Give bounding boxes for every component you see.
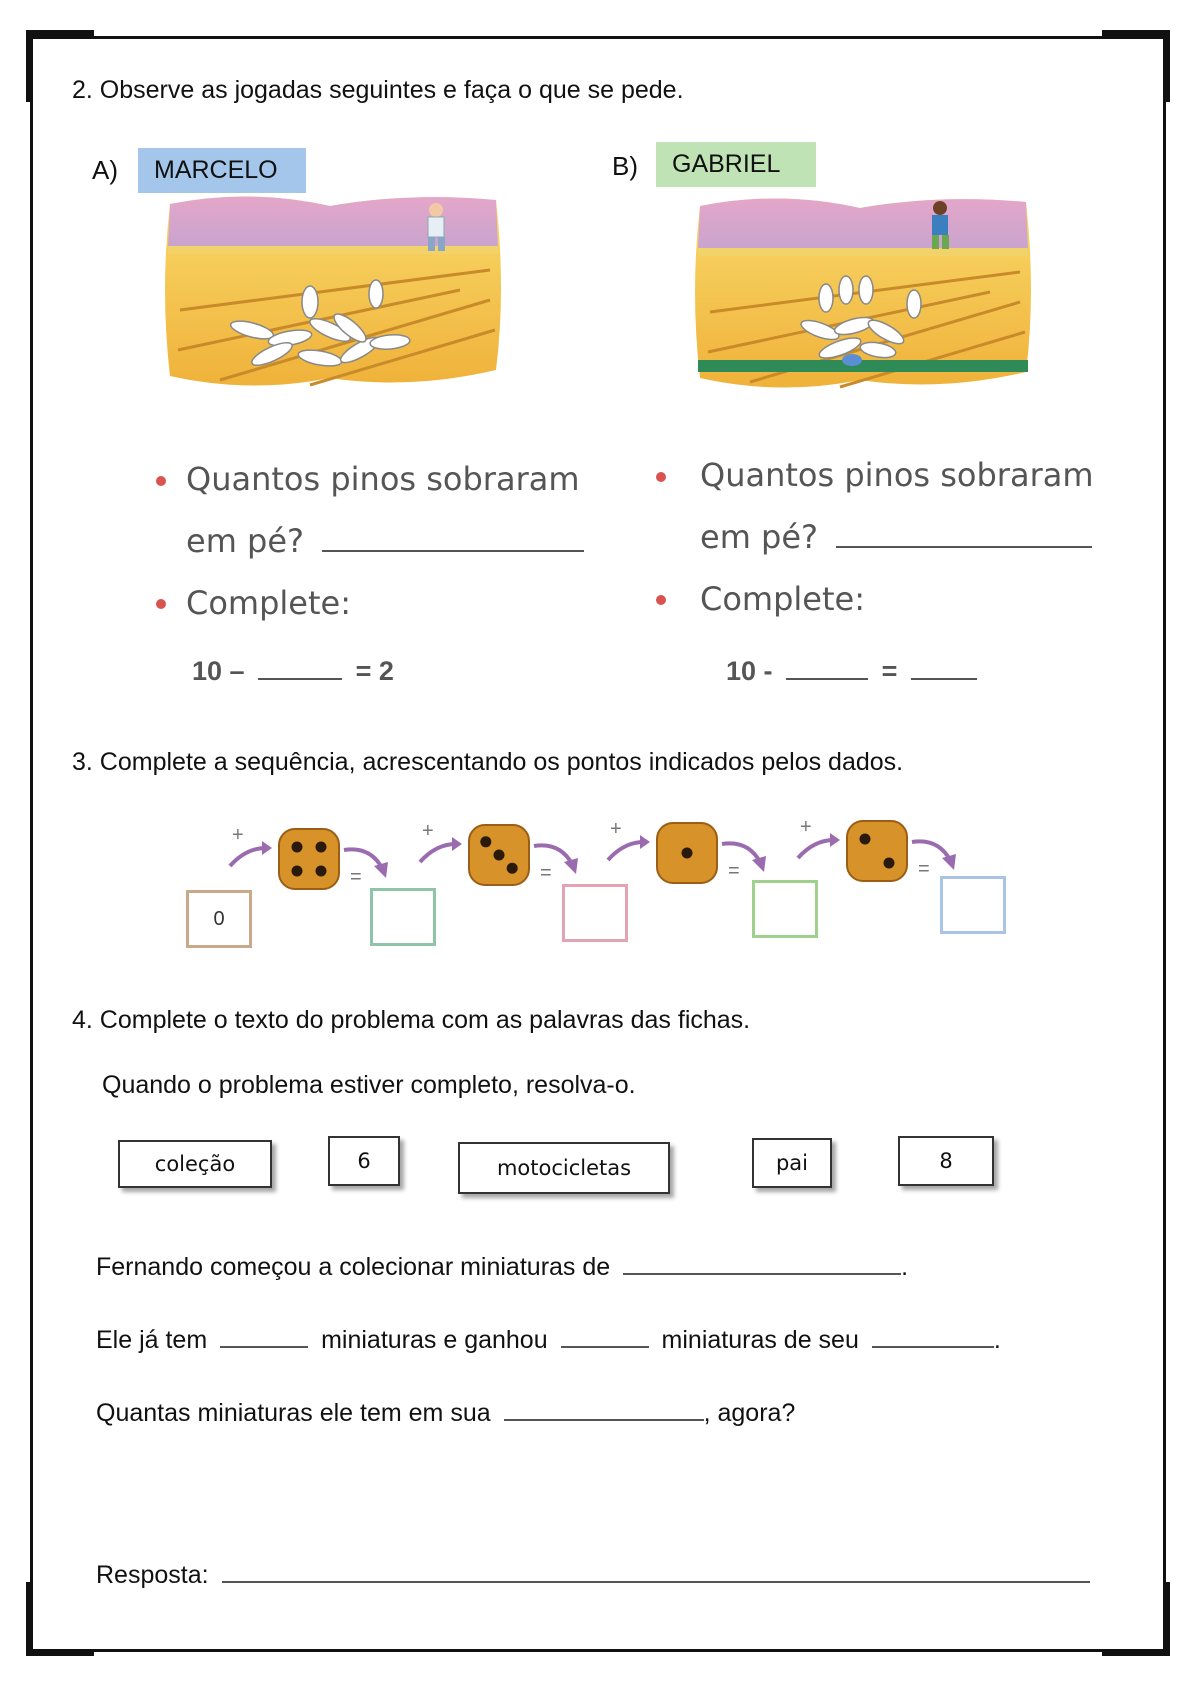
equals-sign: =	[728, 860, 740, 882]
question-3-title: 3. Complete a sequência, acrescentando os pontos indicados pelos dados.	[72, 748, 904, 776]
plus-sign: +	[422, 820, 434, 842]
arrow-up-icon	[794, 830, 842, 864]
blank-line-2b[interactable]	[561, 1346, 649, 1348]
blank-line-2c[interactable]	[872, 1346, 994, 1348]
word-chip-8[interactable]: 8	[898, 1136, 994, 1186]
arrow-down-icon	[718, 836, 770, 876]
die-pip	[316, 866, 327, 877]
problem-line-2-a: Ele já tem	[96, 1326, 208, 1354]
plus-sign: +	[232, 824, 244, 846]
frame-corner	[26, 1582, 32, 1656]
answer-line	[96, 1561, 1090, 1590]
word-chip-6[interactable]: 6	[328, 1136, 400, 1186]
problem-line-3-b: , agora?	[703, 1399, 796, 1427]
equals-sign: =	[350, 866, 362, 888]
equation-b-left: 10 -	[726, 656, 773, 686]
option-a-letter: A)	[92, 155, 118, 185]
question-4-instruction: Quando o problema estiver completo, resolva-o.	[102, 1071, 636, 1099]
blank-line-1[interactable]	[623, 1273, 901, 1275]
die-pip	[316, 842, 327, 853]
name-tag-marcelo: MARCELO	[138, 148, 306, 193]
equation-b-blank-2[interactable]	[911, 678, 977, 680]
die-pip	[507, 863, 518, 874]
die-icon	[844, 818, 910, 884]
die-pip	[682, 848, 693, 859]
complete-label-a: Complete:	[186, 584, 351, 622]
bowling-scene-a-illustration	[160, 190, 505, 395]
problem-line-2-c: miniaturas de seu	[661, 1326, 859, 1354]
frame-corner	[1102, 1650, 1170, 1656]
die-icon	[466, 822, 532, 888]
die-pip	[292, 866, 303, 877]
equation-b-equals: =	[881, 656, 898, 686]
question-b-line2	[700, 518, 1092, 556]
option-b-letter: B)	[612, 151, 638, 181]
bowling-scene-b-illustration	[690, 192, 1035, 397]
frame-corner	[1164, 30, 1170, 102]
equals-sign: =	[540, 862, 552, 884]
die-face	[279, 829, 339, 889]
frame-corner	[26, 30, 32, 102]
arrow-down-icon	[340, 842, 392, 882]
die-pip	[860, 834, 871, 845]
answer-label: Resposta:	[96, 1561, 209, 1589]
die-pip	[292, 842, 303, 853]
answer-blank[interactable]	[222, 1581, 1090, 1583]
bullet-dot	[156, 599, 166, 609]
arrow-up-icon	[416, 834, 464, 868]
word-chip-colecao[interactable]: coleção	[118, 1140, 272, 1188]
die-icon	[276, 826, 342, 892]
question-4-title: 4. Complete o texto do problema com as palavras das fichas.	[72, 1006, 751, 1034]
plus-sign: +	[800, 816, 812, 838]
equation-b-blank-1[interactable]	[786, 678, 868, 680]
problem-line-1-text: Fernando começou a colecionar miniaturas de	[96, 1253, 611, 1281]
equation-a	[192, 656, 394, 687]
sequence-start-box: 0	[186, 890, 252, 948]
problem-line-3	[96, 1399, 795, 1428]
frame-corner	[1164, 1582, 1170, 1656]
die-pip	[480, 836, 491, 847]
arrow-down-icon	[908, 834, 960, 874]
equation-a-blank[interactable]	[258, 678, 342, 680]
question-b-line1: Quantos pinos sobraram	[700, 456, 1094, 494]
answer-blank-b[interactable]	[836, 546, 1092, 548]
answer-blank-a[interactable]	[322, 550, 584, 552]
sequence-answer-box[interactable]	[940, 876, 1006, 934]
sequence-answer-box[interactable]	[562, 884, 628, 942]
question-b-em-pe: em pé?	[700, 518, 819, 556]
equals-sign: =	[918, 858, 930, 880]
question-a-line1: Quantos pinos sobraram	[186, 460, 580, 498]
die-pip	[494, 850, 505, 861]
equation-b	[726, 656, 977, 687]
bullet-dot	[156, 476, 166, 486]
question-a-line2	[186, 522, 584, 560]
arrow-up-icon	[604, 832, 652, 866]
blank-line-2a[interactable]	[220, 1346, 308, 1348]
question-a-em-pe: em pé?	[186, 522, 305, 560]
plus-sign: +	[610, 818, 622, 840]
equation-a-left: 10 –	[192, 656, 245, 686]
sequence-answer-box[interactable]	[370, 888, 436, 946]
frame-corner	[26, 30, 94, 36]
complete-label-b: Complete:	[700, 580, 865, 618]
arrow-up-icon	[226, 838, 274, 872]
die-pip	[884, 858, 895, 869]
equation-a-right: = 2	[355, 656, 394, 686]
problem-line-2-b: miniaturas e ganhou	[321, 1326, 548, 1354]
frame-corner	[26, 1650, 94, 1656]
die-face	[847, 821, 907, 881]
bullet-dot	[656, 595, 666, 605]
bullet-dot	[656, 472, 666, 482]
word-chip-pai[interactable]: pai	[752, 1138, 832, 1188]
blank-line-3[interactable]	[504, 1419, 704, 1421]
die-icon	[654, 820, 720, 886]
sequence-answer-box[interactable]	[752, 880, 818, 938]
problem-line-2: Ele já tem miniaturas e ganhou miniaturas de seu .	[96, 1326, 1001, 1354]
problem-line-1: Fernando começou a colecionar miniaturas de .	[96, 1253, 909, 1281]
arrow-down-icon	[530, 838, 582, 878]
name-tag-gabriel: GABRIEL	[656, 142, 816, 187]
frame-corner	[1102, 30, 1170, 36]
word-chip-motocicletas[interactable]: motocicletas	[458, 1142, 670, 1194]
question-2-title: 2. Observe as jogadas seguintes e faça o que se pede.	[72, 76, 684, 104]
problem-line-3-a: Quantas miniaturas ele tem em sua	[96, 1399, 491, 1427]
